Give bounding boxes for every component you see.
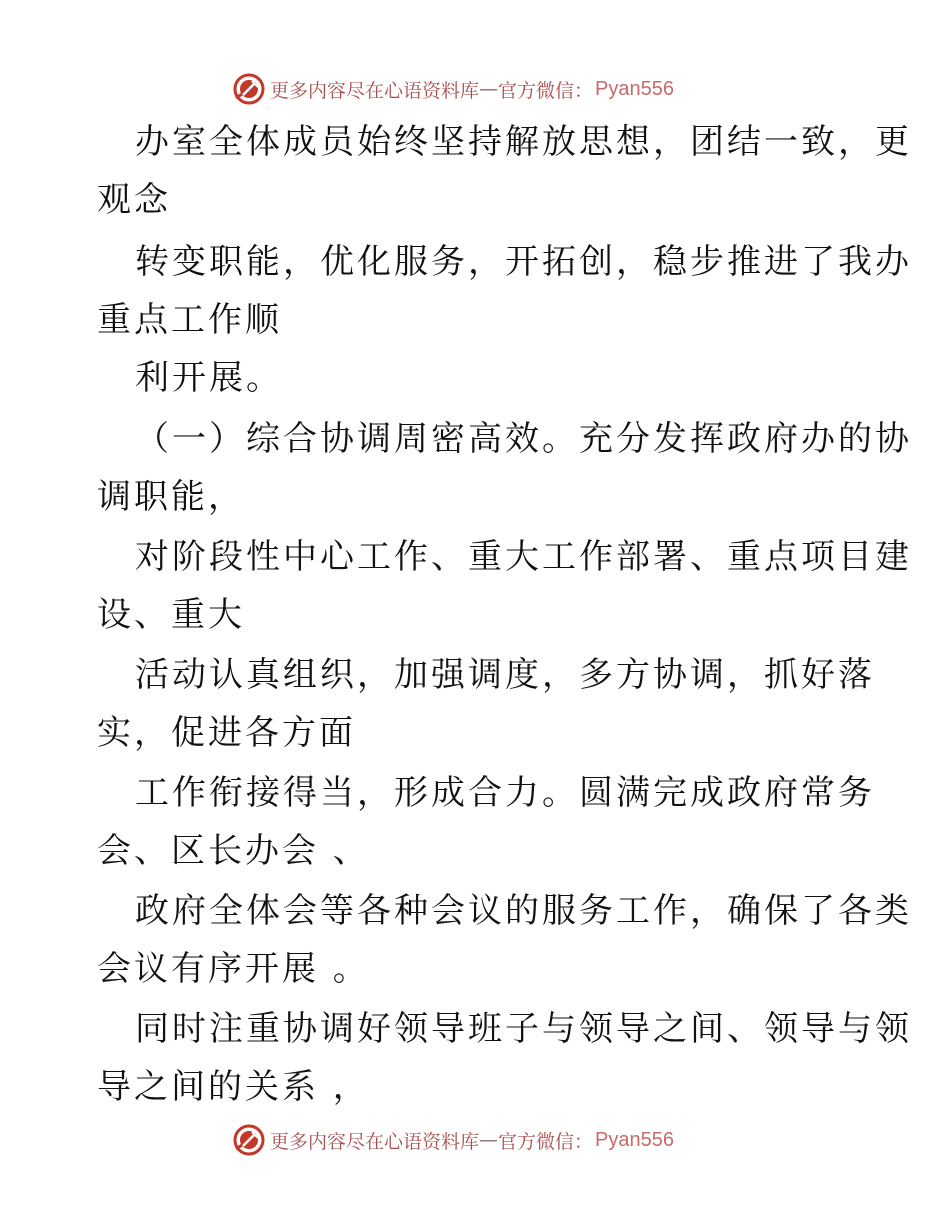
text-line: 实，促进各方面 — [97, 713, 356, 753]
text-line: 办室全体成员始终坚持解放思想，团结一致，更 — [135, 122, 912, 162]
watermark-label: 官方微信： — [498, 79, 594, 102]
text-line: 对阶段性中心工作、重大工作部署、重点项目建 — [135, 537, 912, 577]
watermark-separator: — — [479, 78, 499, 100]
red-seal-pen-icon — [232, 1123, 266, 1157]
text-line: 工作衔接得当，形成合力。圆满完成政府常务 — [135, 773, 875, 813]
text-line: 设、重大 — [97, 595, 245, 635]
text-line: 政府全体会等各种会议的服务工作，确保了各类 — [135, 891, 912, 931]
header-watermark — [232, 72, 674, 106]
text-line: （一）综合协调周密高效。充分发挥政府办的协 — [135, 419, 912, 459]
text-line: 会议有序开展 。 — [97, 949, 370, 989]
red-seal-pen-icon — [232, 72, 266, 106]
watermark-text: 更多内容尽在心语资料库 — [270, 79, 480, 102]
watermark-id: Pyan556 — [595, 1128, 674, 1151]
text-line: 利开展。 — [135, 358, 283, 398]
text-line: 调职能， — [97, 477, 245, 517]
text-line: 转变职能，优化服务，开拓创，稳步推进了我办 — [135, 242, 912, 282]
text-line: 活动认真组织，加强调度，多方协调，抓好落 — [135, 655, 875, 695]
watermark-label: 官方微信： — [498, 1130, 594, 1153]
footer-watermark — [232, 1123, 674, 1157]
text-line: 导之间的关系 ， — [97, 1067, 370, 1107]
text-line: 观念 — [97, 180, 171, 220]
text-line: 会、区长办会 、 — [97, 831, 370, 871]
watermark-id: Pyan556 — [595, 77, 674, 100]
watermark-text: 更多内容尽在心语资料库 — [270, 1130, 480, 1153]
watermark-separator: — — [479, 1129, 499, 1151]
text-line: 同时注重协调好领导班子与领导之间、领导与领 — [135, 1009, 912, 1049]
text-line: 重点工作顺 — [97, 300, 282, 340]
